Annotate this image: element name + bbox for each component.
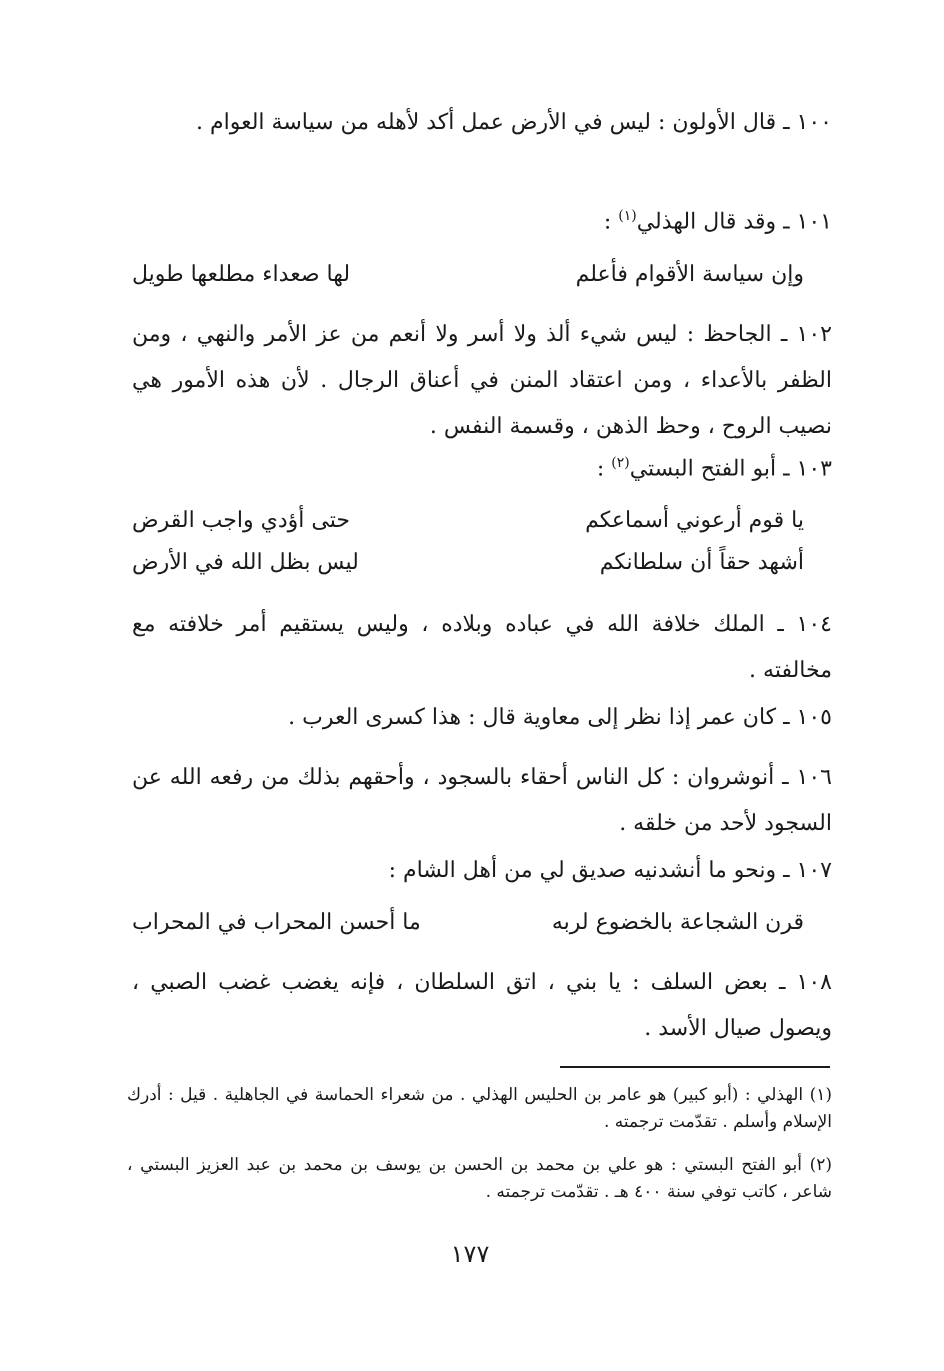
verse-103b-first-hemistich: أشهد حقاً أن سلطانكم — [599, 550, 804, 575]
paragraph-101-colon: : — [603, 209, 619, 235]
footnote-ref-1: (١) — [618, 208, 637, 224]
footnote-1: (١) الهذلي : (أبو كبير) هو عامر بن الحليس الهذلي . من شعراء الحماسة في الجاهلية . قيل : أدرك الإسلام وأسلم . تقدّمت ترجمته . — [127, 1085, 832, 1132]
paragraph-102: ١٠٢ ـ الجاحظ : ليس شيء ألذ ولا أسر ولا أنعم من عز الأمر والنهي ، ومن الظفر بالأعداء ، ومن اعتقاد المنن في أعناق الرجال . لأن هذه الأمور هي نصيب الروح ، وحظ الذهن ، وقسمة النفس . — [132, 322, 832, 439]
verse-101-first-hemistich: وإن سياسة الأقوام فأعلم — [575, 262, 804, 287]
verse-101-second-hemistich: لها صعداء مطلعها طويل — [132, 262, 351, 287]
paragraph-106: ١٠٦ ـ أنوشروان : كل الناس أحقاء بالسجود ، وأحقهم بذلك من رفعه الله عن السجود لأحد من خلقه . — [132, 765, 832, 836]
page-number: ١٧٧ — [450, 1240, 490, 1268]
verse-103a-first-hemistich: يا قوم أرعوني أسماعكم — [585, 508, 804, 533]
verse-101 — [132, 262, 832, 302]
verse-107-first-hemistich: قرن الشجاعة بالخضوع لربه — [551, 910, 804, 935]
paragraph-103-text: ١٠٣ ـ أبو الفتح البستي — [629, 456, 832, 482]
paragraph-101-text: ١٠١ ـ وقد قال الهذلي — [636, 209, 832, 235]
footnote-separator — [560, 1066, 830, 1068]
verse-103b-second-hemistich: ليس بظل الله في الأرض — [132, 550, 359, 575]
verse-107 — [132, 910, 832, 950]
paragraph-108: ١٠٨ ـ بعض السلف : يا بني ، اتق السلطان ، فإنه يغضب غضب الصبي ، ويصول صيال الأسد . — [132, 970, 832, 1041]
paragraph-100: ١٠٠ ـ قال الأولون : ليس في الأرض عمل أكد لأهله من سياسة العوام . — [196, 110, 832, 135]
footnote-2: (٢) أبو الفتح البستي : هو علي بن محمد بن الحسن بن يوسف بن محمد بن عبد العزيز البستي ، شاعر ، كاتب توفي سنة ٤٠٠ هـ . تقدّمت ترجمته . — [127, 1155, 832, 1202]
paragraph-104: ١٠٤ ـ الملك خلافة الله في عباده وبلاده ، وليس يستقيم أمر خلافته مع مخالفته . — [132, 612, 832, 683]
verse-107-second-hemistich: ما أحسن المحراب في المحراب — [132, 910, 421, 935]
verse-103-b — [132, 550, 832, 590]
paragraph-105: ١٠٥ ـ كان عمر إذا نظر إلى معاوية قال : هذا كسرى العرب . — [288, 705, 832, 730]
paragraph-103 — [597, 455, 832, 481]
paragraph-101 — [604, 208, 832, 234]
verse-103-a — [132, 508, 832, 548]
footnote-ref-2: (٢) — [611, 455, 630, 471]
verse-103a-second-hemistich: حتى أؤدي واجب القرض — [132, 508, 350, 533]
paragraph-103-colon: : — [596, 456, 612, 482]
paragraph-107: ١٠٧ ـ ونحو ما أنشدنيه صديق لي من أهل الشام : — [388, 858, 832, 883]
